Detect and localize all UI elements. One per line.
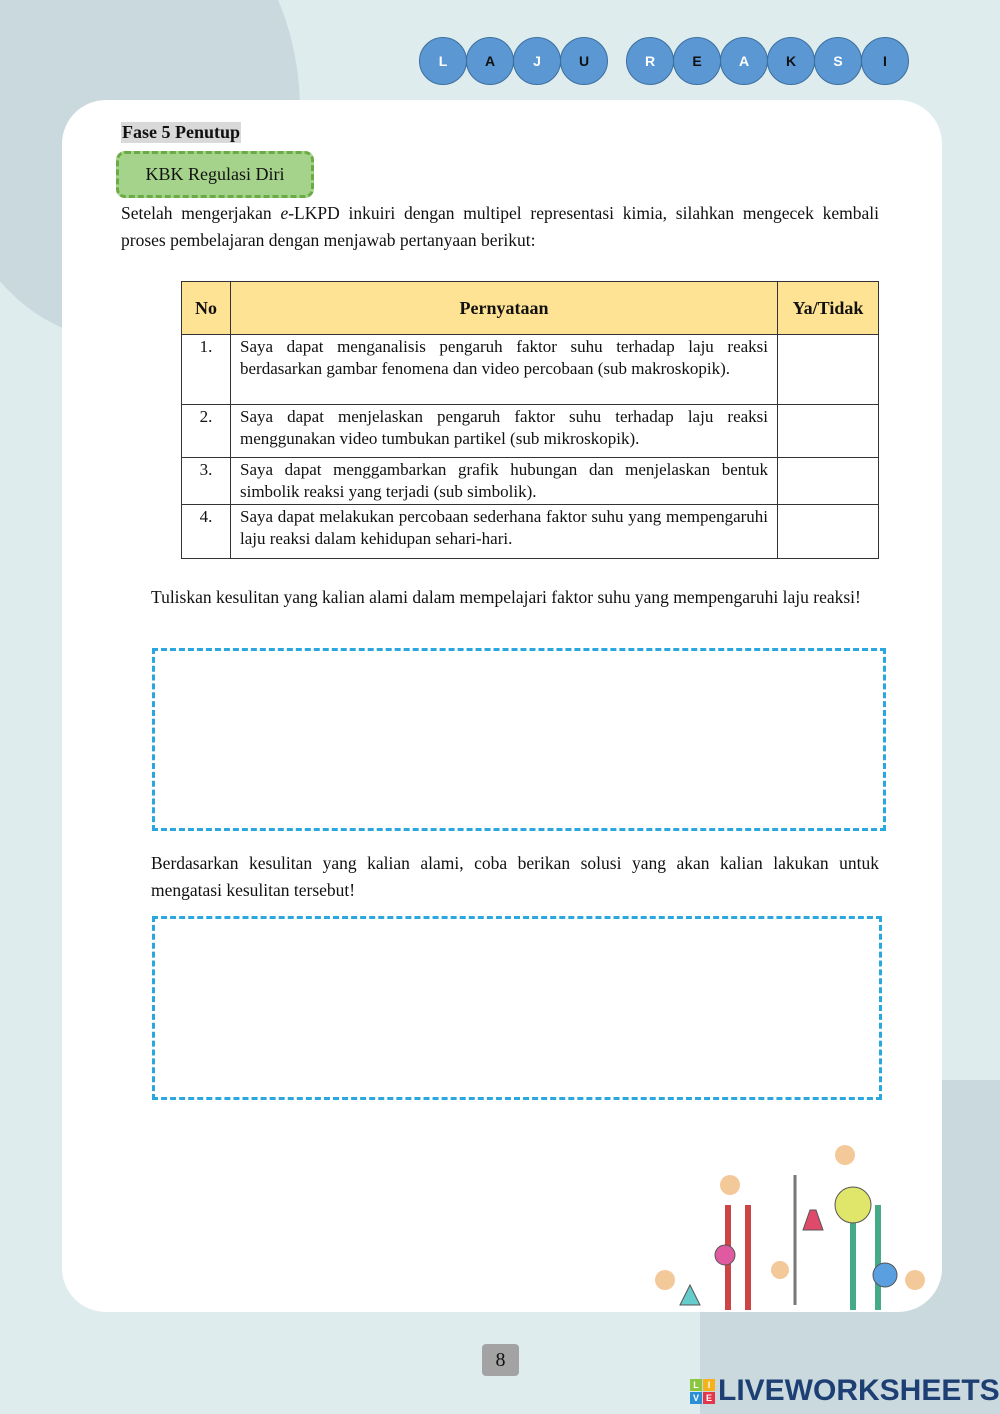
title-letter: E (673, 37, 721, 85)
logo-letter: L (690, 1379, 702, 1391)
title-word-laju (420, 37, 608, 85)
row-number: 3. (182, 458, 231, 505)
phase-heading: Fase 5 Penutup (122, 122, 241, 142)
live-logo-icon (690, 1379, 715, 1404)
table-row (182, 505, 879, 559)
answer-box-difficulty[interactable] (152, 648, 886, 831)
row-statement: Saya dapat menganalisis pengaruh faktor suhu terhadap laju reaksi berdasarkan gambar fenomena dan video percobaan (sub makroskopik). (231, 335, 778, 405)
answer-box-solution[interactable] (152, 916, 882, 1100)
answer-cell[interactable] (778, 505, 879, 559)
question-difficulty: Tuliskan kesulitan yang kalian alami dalam mempelajari faktor suhu yang mempengaruhi laju reaksi! (151, 587, 861, 607)
title-letter: A (720, 37, 768, 85)
liveworksheets-logo (690, 1374, 1000, 1408)
row-number: 2. (182, 405, 231, 458)
table-row (182, 335, 879, 405)
answer-cell[interactable] (778, 458, 879, 505)
page-number: 8 (482, 1344, 519, 1376)
answer-cell[interactable] (778, 335, 879, 405)
title-letter: K (767, 37, 815, 85)
header-answer: Ya/Tidak (778, 282, 879, 335)
table-row (182, 458, 879, 505)
intro-text-emphasis: e (280, 203, 289, 223)
row-statement: Saya dapat menjelaskan pengaruh faktor suhu terhadap laju reaksi menggunakan video tumbukan partikel (sub mikroskopik). (231, 405, 778, 458)
logo-letter: I (703, 1379, 715, 1391)
self-assessment-table (181, 281, 879, 559)
title-letter: I (861, 37, 909, 85)
intro-text-end: -LKPD inkuiri dengan multipel representasi kimia, silahkan mengecek kembali proses pembelajaran dengan menjawab pertanyaan berikut: (121, 203, 879, 250)
row-statement: Saya dapat melakukan percobaan sederhana faktor suhu yang mempengaruhi laju reaksi dalam kehidupan sehari-hari. (231, 505, 778, 559)
kbk-label: KBK Regulasi Diri (116, 151, 314, 198)
lab-illustration-icon (645, 1135, 945, 1315)
title-letter: S (814, 37, 862, 85)
table-row (182, 405, 879, 458)
question-solution: Berdasarkan kesulitan yang kalian alami, coba berikan solusi yang akan kalian lakukan untuk mengatasi kesulitan tersebut! (151, 853, 879, 900)
intro-text (121, 200, 879, 254)
table-header (182, 282, 879, 335)
title-letter: J (513, 37, 561, 85)
row-statement: Saya dapat menggambarkan grafik hubungan dan menjelaskan bentuk simbolik reaksi yang terjadi (sub simbolik). (231, 458, 778, 505)
title-letter: A (466, 37, 514, 85)
title-letter: L (419, 37, 467, 85)
brand-name: LIVEWORKSHEETS (718, 1374, 1000, 1407)
header-no: No (182, 282, 231, 335)
logo-letter: E (703, 1392, 715, 1404)
row-number: 4. (182, 505, 231, 559)
logo-letter: V (690, 1392, 702, 1404)
intro-text-start: Setelah mengerjakan (121, 203, 281, 223)
answer-cell[interactable] (778, 405, 879, 458)
title-word-reaksi (627, 37, 909, 85)
header-statement: Pernyataan (231, 282, 778, 335)
row-number: 1. (182, 335, 231, 405)
title-letter: U (560, 37, 608, 85)
title-letter: R (626, 37, 674, 85)
